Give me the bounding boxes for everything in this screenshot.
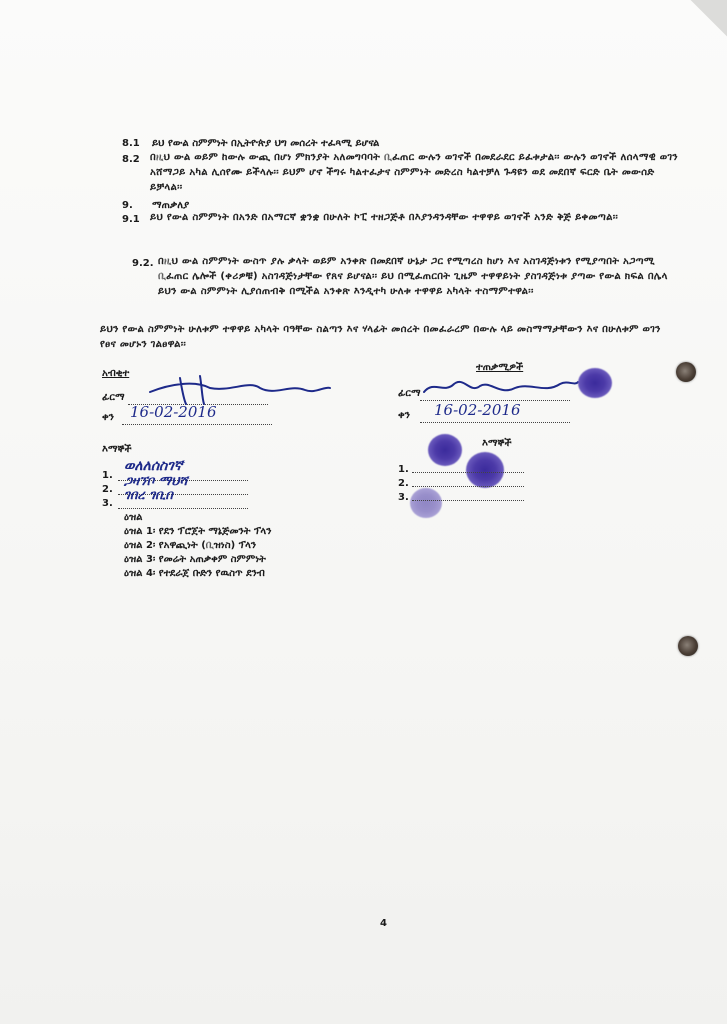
attachment-item: ዕዝል 3፡ የመሬት አጠቃቀም ስምምነት [124,554,266,565]
attachments-title: ዕዝል [124,512,143,523]
section-text: ይህ የውል ስምምነት በኢትዮጵያ ህግ መሰረት ተፈጻሚ ይሆናል [152,138,380,149]
witness-line [412,500,524,501]
witness-number: 2. [398,478,409,489]
right-date-line [420,422,570,423]
witness-line [412,486,524,487]
witness-name: ወለለሰስገኛ [124,458,183,474]
attachment-item: ዕዝል 1፡ የደን ፕሮጀት ማኔጅመንት ፕላን [124,526,272,537]
witness-name: ገበረ ገቢበ [124,488,173,503]
folded-corner [687,0,727,40]
right-witnesses-title: እማኞች [482,438,512,449]
right-party-thumbprint [578,368,612,398]
attachment-item: ዕዝል 4፡ የተደራጀ ቡድን የዉስጥ ደንብ [124,568,265,579]
section-9-2-text: በዚህ ውል ስምምነት ውስጥ ያሉ ቃላት ወይም አንቀጽ በመደበኛ ሁኔታ ጋር የሚጣረስ ከሆነ እና አስገዳጅነቱን የሚያጣበት አጋጣሚ ቢፈጠር ሌሎች (ቀሪዎቹ) አስገዳጅነታቸው የጸና ይሆናል፡፡ ይህ በሚፈጠርበት ጊዜም ተዋዋይነት ያስገዳጅነቱ ያጣው የውል ክፍል በሌላ ይህን ውል ስምምነት ሊያሰጠብቅ በሚችል አንቀጽ እንዲተካ ሁለቱ ተዋዋይ አካላት ተስማምተዋል፡፡ [158,256,668,297]
left-date-line [122,424,272,425]
section-8-2-number: 8.2 [122,154,140,165]
witness-thumbprint-1 [428,434,462,466]
right-party-title: ተጠቃሚዎች [476,362,524,373]
witness-thumbprint-3 [410,488,442,518]
section-heading: ማጠቃለያ [152,200,190,211]
right-sign-label: ፊርማ [398,388,421,399]
witness-number: 1. [102,470,113,481]
left-date-value: 16-02-2016 [130,403,217,421]
signature-scribble-icon [420,372,580,402]
left-sign-label: ፊርማ [102,392,125,403]
punch-hole-bottom [678,636,698,656]
section-9-2-number: 9.2. [132,258,154,269]
section-9-1-text: ይህ የውል ስምምነት በአንድ በአማርኛ ቋንቋ በሁለት ኮፒ ተዘጋጅቶ በእያንዳንዳቸው ተዋዋይ ወገኖች አንድ ቅጅ ይቀመጣል፡፡ [150,212,619,223]
section-9-1-number: 9.1 [122,214,140,225]
section-number: 8.1 [122,138,140,149]
left-date-label: ቀን [102,412,114,423]
witness-number: 3. [398,492,409,503]
right-date-label: ቀን [398,410,410,421]
punch-hole-top [676,362,696,382]
section-number: 9. [122,200,133,211]
witness-thumbprint-2 [466,452,504,488]
witness-name: ጋዛኘቦ ማህሻ [124,474,188,489]
witness-number: 2. [102,484,113,495]
section-8-2-text: በዚህ ውል ወይም ከውሉ ውጪ በሆነ ምክንያት አለመግባባት ቢፈጠር ውሉን ወገኖች በመደራደር ይፈቱታል፡፡ ውሉን ወገኖች ለሰላማዊ ወገን አሸማጋይ አካል ሊሰየሙ ይችላሉ፡፡ ይህም ሆኖ ችግሩ ካልተፈታና ስምምነት መድረስ ካልተቻለ ጉዳዩን ወደ መደበኛ ፍርድ ቤት መውሰድ ይቻላል፡፡ [150,152,678,193]
left-party-title: አብቂተ [102,368,130,379]
page-number: 4 [380,918,387,929]
section-8-1 [122,138,379,149]
witness-line [118,508,248,509]
left-witnesses-title: እማኞች [102,444,132,455]
right-signature [420,372,580,402]
right-date-value: 16-02-2016 [434,401,521,419]
witness-number: 3. [102,498,113,509]
attachment-item: ዕዝል 2፡ የአዋጪነት (ቢዝነስ) ፕላን [124,540,257,551]
witness-line [412,472,524,473]
closing-paragraph: ይህን የውል ስምምነት ሁለቱም ተዋዋይ አካላት ባዓቸው ስልጣን እና ሃላፊት መሰረት በመፈራረም በውሉ ላይ መስማማታቸውን እና በሁለቱም ወገን የፀና መሆኑን ገልፀዋል፡፡ [100,324,661,350]
witness-number: 1. [398,464,409,475]
